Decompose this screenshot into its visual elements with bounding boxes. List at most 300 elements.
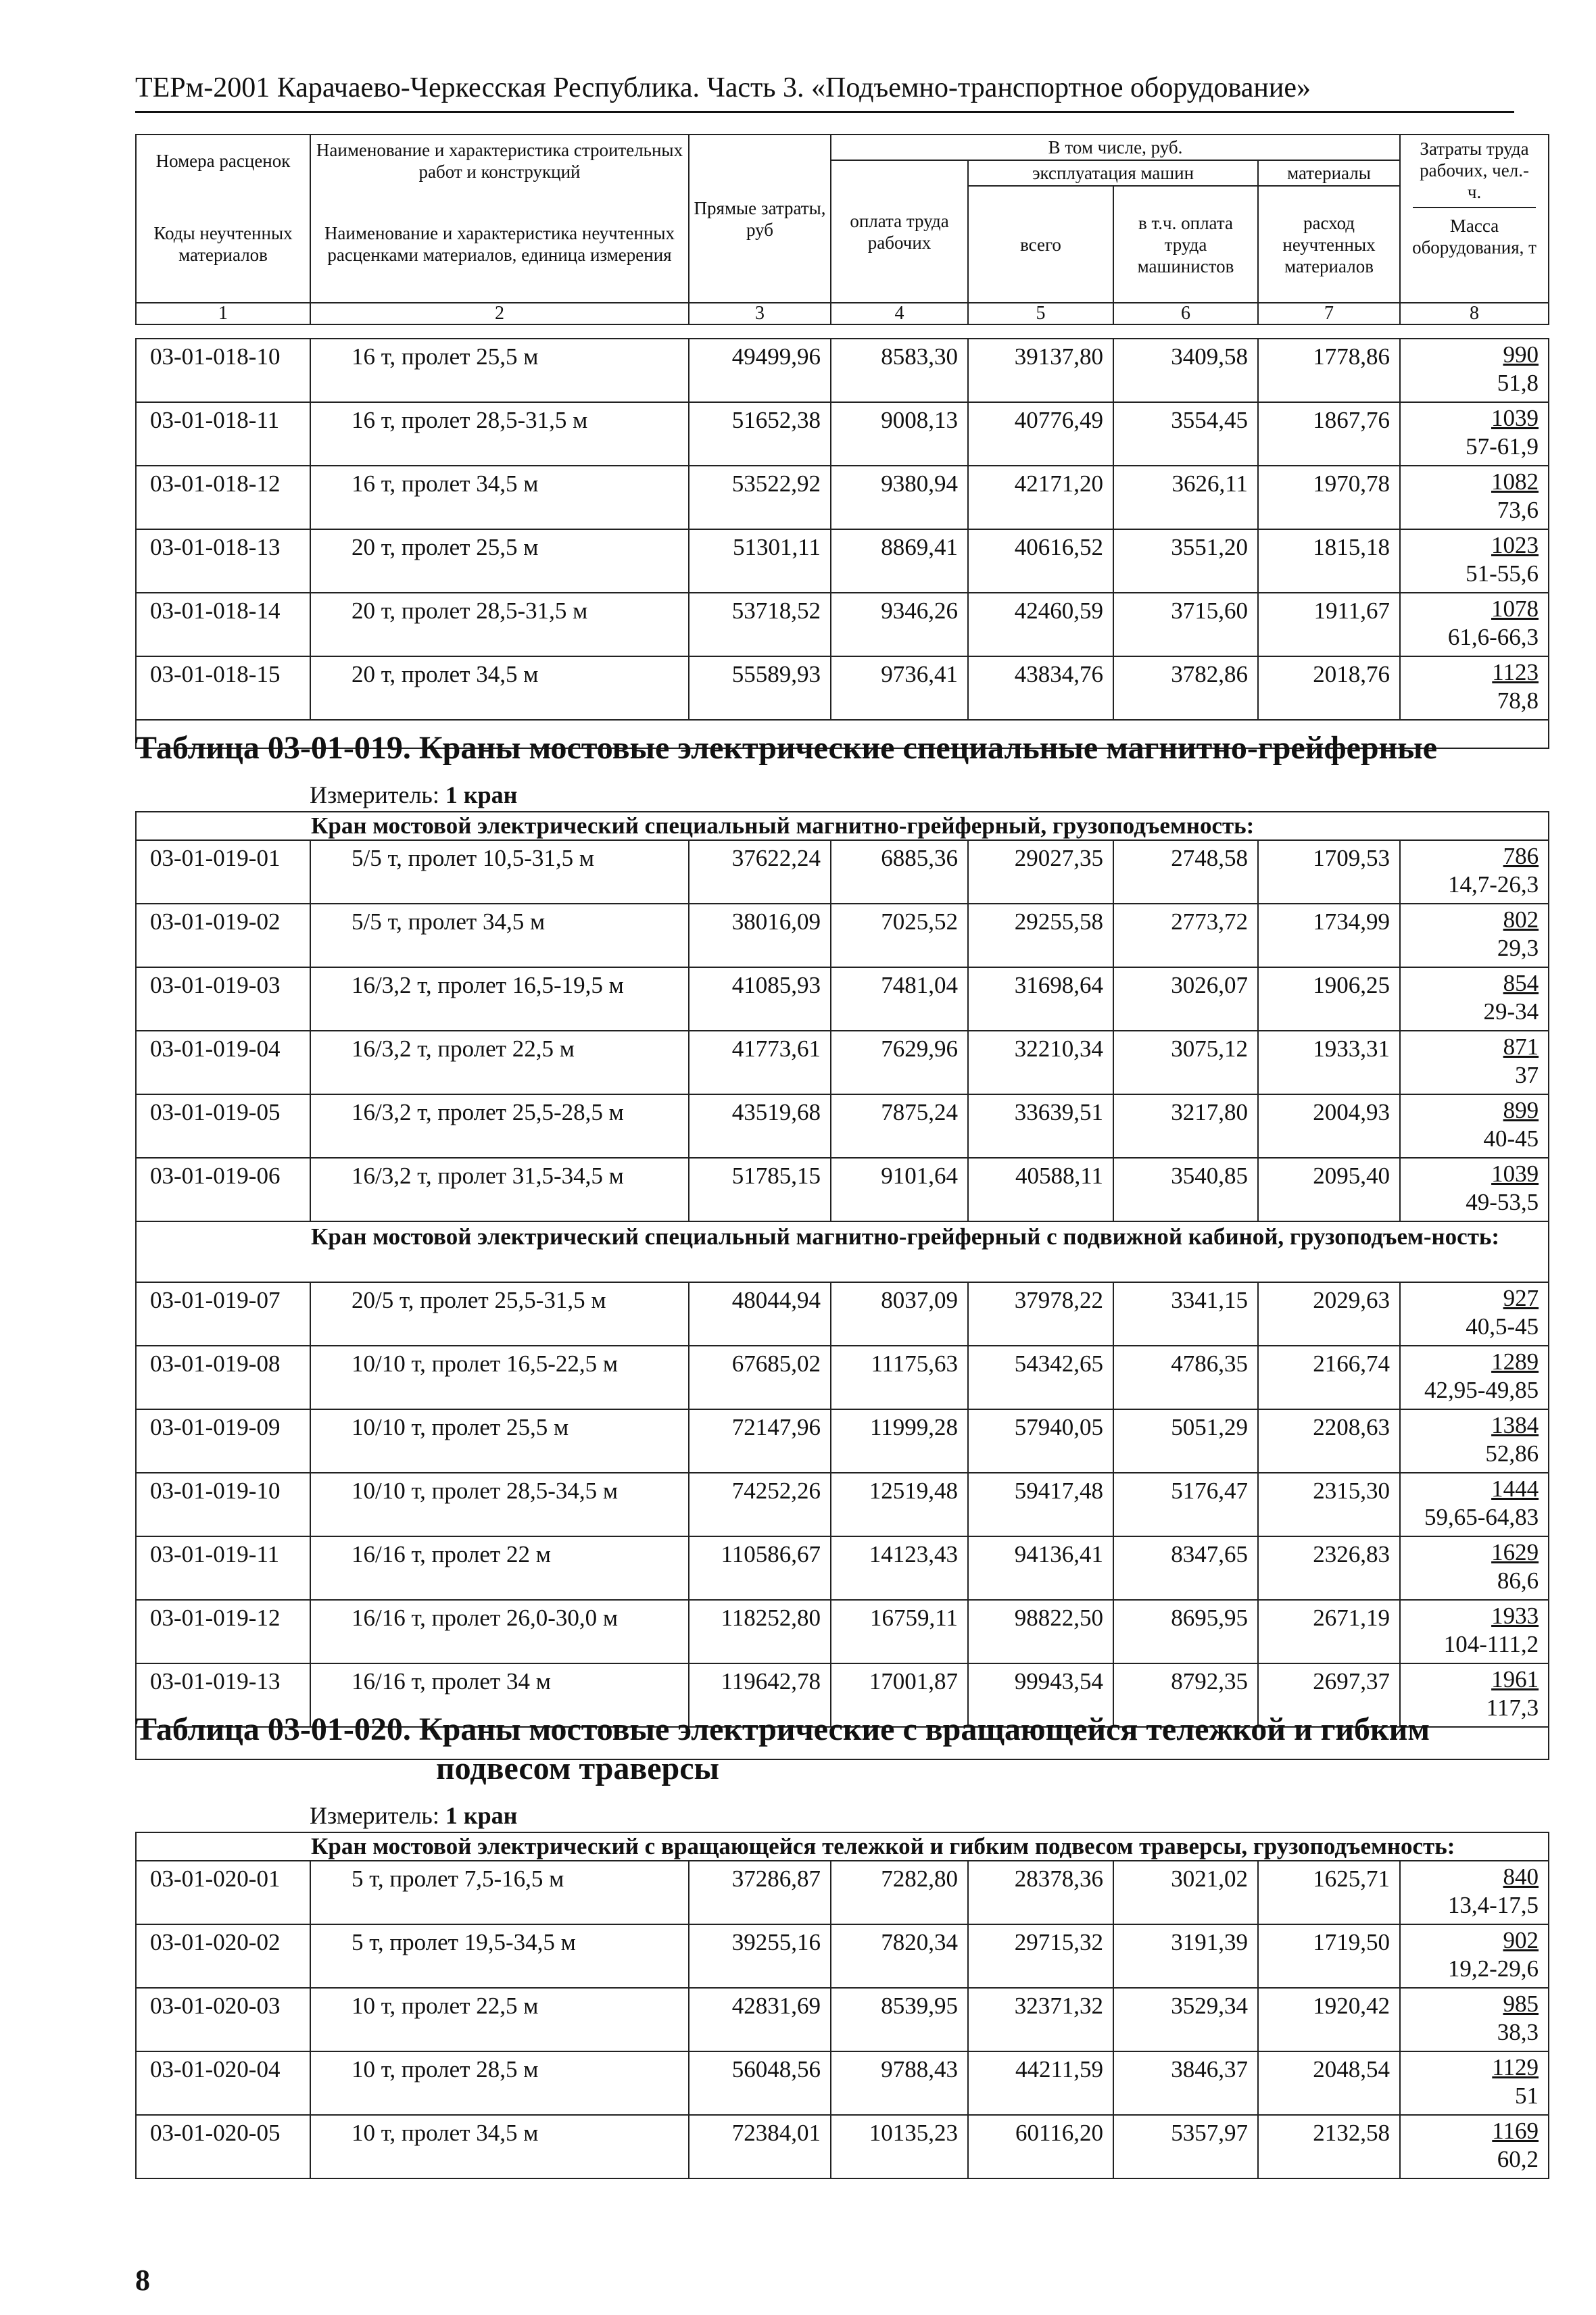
worker-wages: 7025,52 [831, 904, 968, 967]
machine-cost: 29715,32 [968, 1924, 1113, 1988]
table-row [136, 1988, 1549, 2051]
material-cost: 1970,78 [1258, 466, 1400, 529]
equipment-mass: 14,7-26,3 [1447, 871, 1539, 898]
material-cost: 1867,76 [1258, 402, 1400, 466]
col-num-6: 6 [1113, 303, 1258, 324]
table-row [136, 967, 1549, 1031]
labor-and-mass [1400, 967, 1549, 1031]
rate-code: 03-01-018-12 [136, 466, 310, 529]
machine-cost: 32371,32 [968, 1988, 1113, 2051]
work-name: 16/3,2 т, пролет 31,5-34,5 м [310, 1158, 689, 1221]
rate-code: 03-01-019-05 [136, 1094, 310, 1158]
labor-and-mass [1400, 1861, 1549, 1924]
direct-cost: 55589,93 [689, 656, 831, 720]
labor-hours: 1961 [1491, 1666, 1539, 1692]
labor-hours: 1629 [1491, 1539, 1539, 1565]
labor-and-mass [1400, 1473, 1549, 1536]
driver-wages: 3554,45 [1113, 402, 1258, 466]
worker-wages: 7875,24 [831, 1094, 968, 1158]
measure-label: Измеритель: [310, 781, 439, 808]
material-cost: 1906,25 [1258, 967, 1400, 1031]
worker-wages: 7629,96 [831, 1031, 968, 1094]
rate-code: 03-01-018-14 [136, 593, 310, 656]
driver-wages: 8792,35 [1113, 1663, 1258, 1727]
col-num-7: 7 [1258, 303, 1400, 324]
rate-code: 03-01-019-03 [136, 967, 310, 1031]
labor-hours: 1129 [1492, 2054, 1539, 2080]
col-header-machines-total: всего [968, 186, 1113, 303]
rate-code: 03-01-019-13 [136, 1663, 310, 1727]
labor-hours: 1078 [1491, 595, 1539, 622]
table-row [136, 1473, 1549, 1536]
worker-wages: 9101,64 [831, 1158, 968, 1221]
labor-hours: 786 [1503, 843, 1539, 869]
labor-and-mass [1400, 1094, 1549, 1158]
material-cost: 2132,58 [1258, 2115, 1400, 2178]
labor-and-mass [1400, 1031, 1549, 1094]
labor-hours: 802 [1503, 906, 1539, 933]
rate-code: 03-01-019-08 [136, 1346, 310, 1409]
worker-wages: 10135,23 [831, 2115, 968, 2178]
material-cost: 1719,50 [1258, 1924, 1400, 1988]
direct-cost: 74252,26 [689, 1473, 831, 1536]
col-num-2: 2 [310, 303, 689, 324]
labor-and-mass [1400, 1409, 1549, 1473]
table-row [136, 1536, 1549, 1600]
labor-hours: 1023 [1491, 532, 1539, 558]
labor-and-mass [1400, 402, 1549, 466]
table-row [136, 529, 1549, 593]
column-header-table [135, 134, 1549, 325]
col-header-direct: Прямые затраты, руб [689, 135, 831, 303]
col-header-labor [1400, 135, 1549, 303]
equipment-mass: 49-53,5 [1466, 1189, 1539, 1215]
driver-wages: 3551,20 [1113, 529, 1258, 593]
machine-cost: 42171,20 [968, 466, 1113, 529]
rate-code: 03-01-019-04 [136, 1031, 310, 1094]
equipment-mass: 78,8 [1497, 687, 1539, 714]
labor-and-mass [1400, 1282, 1549, 1346]
labor-and-mass [1400, 529, 1549, 593]
worker-wages: 16759,11 [831, 1600, 968, 1663]
col-num-3: 3 [689, 303, 831, 324]
col-header-wages-top: оплата труда рабочих [831, 160, 968, 303]
direct-cost: 41773,61 [689, 1031, 831, 1094]
table-row [136, 1346, 1549, 1409]
direct-cost: 37286,87 [689, 1861, 831, 1924]
labor-hours: 871 [1503, 1033, 1539, 1060]
material-cost: 2004,93 [1258, 1094, 1400, 1158]
driver-wages: 3026,07 [1113, 967, 1258, 1031]
driver-wages: 5357,97 [1113, 2115, 1258, 2178]
machine-cost: 44211,59 [968, 2051, 1113, 2115]
page-number: 8 [135, 2264, 150, 2297]
work-name: 20 т, пролет 28,5-31,5 м [310, 593, 689, 656]
direct-cost: 72384,01 [689, 2115, 831, 2178]
labor-and-mass [1400, 1536, 1549, 1600]
col-header-driver-wages: в т.ч. оплата труда машинистов [1113, 186, 1258, 303]
table-row [136, 840, 1549, 904]
col-header-name: Наименование и характеристика строительных работ и конструкций [310, 135, 689, 186]
driver-wages: 3782,86 [1113, 656, 1258, 720]
work-name: 10 т, пролет 28,5 м [310, 2051, 689, 2115]
machine-cost: 40776,49 [968, 402, 1113, 466]
driver-wages: 3341,15 [1113, 1282, 1258, 1346]
col-num-4: 4 [831, 303, 968, 324]
labor-hours: 1082 [1491, 468, 1539, 495]
rate-code: 03-01-019-01 [136, 840, 310, 904]
table-row [136, 593, 1549, 656]
labor-and-mass [1400, 339, 1549, 402]
work-name: 16/16 т, пролет 26,0-30,0 м [310, 1600, 689, 1663]
rate-code: 03-01-019-11 [136, 1536, 310, 1600]
machine-cost: 57940,05 [968, 1409, 1113, 1473]
equipment-mass: 40,5-45 [1466, 1313, 1539, 1340]
direct-cost: 43519,68 [689, 1094, 831, 1158]
direct-cost: 56048,56 [689, 2051, 831, 2115]
rate-code: 03-01-020-02 [136, 1924, 310, 1988]
table-row [136, 1600, 1549, 1663]
labor-hours: 1384 [1491, 1412, 1539, 1438]
table-row [136, 339, 1549, 402]
table-019-measure [310, 781, 517, 809]
direct-cost: 37622,24 [689, 840, 831, 904]
driver-wages: 5051,29 [1113, 1409, 1258, 1473]
labor-and-mass [1400, 656, 1549, 720]
work-name: 16/3,2 т, пролет 16,5-19,5 м [310, 967, 689, 1031]
work-name: 16/3,2 т, пролет 22,5 м [310, 1031, 689, 1094]
material-cost: 2208,63 [1258, 1409, 1400, 1473]
driver-wages: 3021,02 [1113, 1861, 1258, 1924]
table-019-group-1: Кран мостовой электрический специальный магнитно-грейферный, грузоподъемность: [136, 812, 1549, 840]
direct-cost: 41085,93 [689, 967, 831, 1031]
page-header: ТЕРм-2001 Карачаево-Черкесская Республика. Часть 3. «Подъемно-транспортное оборудование» [135, 70, 1514, 113]
measure-label: Измеритель: [310, 1802, 439, 1829]
worker-wages: 8539,95 [831, 1988, 968, 2051]
equipment-mass: 40-45 [1483, 1125, 1539, 1152]
driver-wages: 3075,12 [1113, 1031, 1258, 1094]
direct-cost: 110586,67 [689, 1536, 831, 1600]
work-name: 10 т, пролет 34,5 м [310, 2115, 689, 2178]
machine-cost: 29255,58 [968, 904, 1113, 967]
direct-cost: 49499,96 [689, 339, 831, 402]
rate-code: 03-01-018-15 [136, 656, 310, 720]
col-num-1: 1 [136, 303, 310, 324]
driver-wages: 3529,34 [1113, 1988, 1258, 2051]
worker-wages: 7282,80 [831, 1861, 968, 1924]
driver-wages: 2748,58 [1113, 840, 1258, 904]
work-name: 16/3,2 т, пролет 25,5-28,5 м [310, 1094, 689, 1158]
material-cost: 1625,71 [1258, 1861, 1400, 1924]
rate-code: 03-01-019-06 [136, 1158, 310, 1221]
col-header-codes: Номера расценок [136, 135, 310, 186]
direct-cost: 53718,52 [689, 593, 831, 656]
equipment-mass: 13,4-17,5 [1447, 1892, 1539, 1918]
labor-hours: 990 [1503, 341, 1539, 368]
work-name: 10/10 т, пролет 16,5-22,5 м [310, 1346, 689, 1409]
labor-hours: 1444 [1491, 1476, 1539, 1502]
table-row [136, 2115, 1549, 2178]
worker-wages: 9736,41 [831, 656, 968, 720]
table-row [136, 1409, 1549, 1473]
direct-cost: 119642,78 [689, 1663, 831, 1727]
driver-wages: 3715,60 [1113, 593, 1258, 656]
work-name: 16 т, пролет 34,5 м [310, 466, 689, 529]
driver-wages: 3540,85 [1113, 1158, 1258, 1221]
driver-wages: 3626,11 [1113, 466, 1258, 529]
machine-cost: 59417,48 [968, 1473, 1113, 1536]
worker-wages: 9788,43 [831, 2051, 968, 2115]
work-name: 10 т, пролет 22,5 м [310, 1988, 689, 2051]
equipment-mass: 104-111,2 [1443, 1631, 1539, 1657]
equipment-mass: 61,6-66,3 [1447, 624, 1539, 650]
machine-cost: 39137,80 [968, 339, 1113, 402]
table-row [136, 402, 1549, 466]
rate-code: 03-01-019-12 [136, 1600, 310, 1663]
worker-wages: 8037,09 [831, 1282, 968, 1346]
labor-hours: 840 [1503, 1863, 1539, 1890]
machine-cost: 31698,64 [968, 967, 1113, 1031]
labor-hours: 1289 [1491, 1348, 1539, 1375]
work-name: 10/10 т, пролет 25,5 м [310, 1409, 689, 1473]
table-020-group-1: Кран мостовой электрический с вращающейся тележкой и гибким подвесом траверсы, грузоподъемность: [136, 1832, 1549, 1861]
work-name: 20 т, пролет 34,5 м [310, 656, 689, 720]
machine-cost: 40616,52 [968, 529, 1113, 593]
rate-code: 03-01-019-09 [136, 1409, 310, 1473]
driver-wages: 3217,80 [1113, 1094, 1258, 1158]
labor-and-mass [1400, 1346, 1549, 1409]
worker-wages: 6885,36 [831, 840, 968, 904]
table-row [136, 1094, 1549, 1158]
table-row [136, 656, 1549, 720]
material-cost: 1734,99 [1258, 904, 1400, 967]
driver-wages: 3409,58 [1113, 339, 1258, 402]
labor-and-mass [1400, 904, 1549, 967]
direct-cost: 51301,11 [689, 529, 831, 593]
material-cost: 1778,86 [1258, 339, 1400, 402]
equipment-mass: 86,6 [1497, 1567, 1539, 1594]
labor-hours: 1039 [1491, 405, 1539, 431]
table-row [136, 466, 1549, 529]
machine-cost: 33639,51 [968, 1094, 1113, 1158]
labor-hours: 1933 [1491, 1603, 1539, 1629]
driver-wages: 5176,47 [1113, 1473, 1258, 1536]
machine-cost: 28378,36 [968, 1861, 1113, 1924]
table-020-title-line1: Таблица 03-01-020. Краны мостовые электрические с вращающейся тележкой и гибким [135, 1711, 1430, 1747]
equipment-mass: 37 [1515, 1062, 1539, 1088]
direct-cost: 51652,38 [689, 402, 831, 466]
col-num-5: 5 [968, 303, 1113, 324]
rate-code: 03-01-020-01 [136, 1861, 310, 1924]
rate-code: 03-01-018-13 [136, 529, 310, 593]
table-row [136, 1282, 1549, 1346]
direct-cost: 53522,92 [689, 466, 831, 529]
direct-cost: 67685,02 [689, 1346, 831, 1409]
worker-wages: 11175,63 [831, 1346, 968, 1409]
table-row [136, 1158, 1549, 1221]
equipment-mass: 117,3 [1486, 1695, 1539, 1721]
material-cost: 1815,18 [1258, 529, 1400, 593]
rate-code: 03-01-018-11 [136, 402, 310, 466]
machine-cost: 54342,65 [968, 1346, 1113, 1409]
worker-wages: 14123,43 [831, 1536, 968, 1600]
table-row [136, 2051, 1549, 2115]
labor-and-mass [1400, 2115, 1549, 2178]
work-name: 5/5 т, пролет 10,5-31,5 м [310, 840, 689, 904]
equipment-mass: 57-61,9 [1466, 433, 1539, 460]
table-row [136, 1861, 1549, 1924]
col-header-name-materials: Наименование и характеристика неучтенных расценками материалов, единица измерения [310, 186, 689, 303]
direct-cost: 39255,16 [689, 1924, 831, 1988]
table-020 [135, 1832, 1549, 2179]
col-header-mass: Масса оборудования, т [1412, 216, 1537, 258]
table-row [136, 1031, 1549, 1094]
material-cost: 2095,40 [1258, 1158, 1400, 1221]
labor-hours: 1039 [1491, 1161, 1539, 1187]
labor-hours: 854 [1503, 970, 1539, 996]
table-019-title: Таблица 03-01-019. Краны мостовые электрические специальные магнитно-грейферные [135, 730, 1437, 766]
work-name: 5 т, пролет 7,5-16,5 м [310, 1861, 689, 1924]
worker-wages: 9380,94 [831, 466, 968, 529]
equipment-mass: 42,95-49,85 [1424, 1377, 1539, 1403]
machine-cost: 60116,20 [968, 2115, 1113, 2178]
work-name: 20/5 т, пролет 25,5-31,5 м [310, 1282, 689, 1346]
machine-cost: 99943,54 [968, 1663, 1113, 1727]
rate-code: 03-01-019-07 [136, 1282, 310, 1346]
material-cost: 1911,67 [1258, 593, 1400, 656]
rate-code: 03-01-019-02 [136, 904, 310, 967]
work-name: 5 т, пролет 19,5-34,5 м [310, 1924, 689, 1988]
machine-cost: 42460,59 [968, 593, 1113, 656]
labor-hours: 927 [1503, 1285, 1539, 1311]
machine-cost: 94136,41 [968, 1536, 1113, 1600]
labor-hours: 899 [1503, 1097, 1539, 1123]
work-name: 16 т, пролет 25,5 м [310, 339, 689, 402]
direct-cost: 118252,80 [689, 1600, 831, 1663]
labor-and-mass [1400, 1158, 1549, 1221]
machine-cost: 43834,76 [968, 656, 1113, 720]
equipment-mass: 29-34 [1483, 998, 1539, 1025]
col-header-labor-top: Затраты труда рабочих, чел.-ч. [1413, 138, 1536, 208]
equipment-mass: 60,2 [1497, 2146, 1539, 2172]
material-cost: 2048,54 [1258, 2051, 1400, 2115]
col-num-8: 8 [1400, 303, 1549, 324]
rate-code: 03-01-019-10 [136, 1473, 310, 1536]
table-020-measure [310, 1801, 517, 1830]
labor-and-mass [1400, 840, 1549, 904]
labor-hours: 1123 [1492, 659, 1539, 685]
worker-wages: 9346,26 [831, 593, 968, 656]
direct-cost: 48044,94 [689, 1282, 831, 1346]
driver-wages: 3846,37 [1113, 2051, 1258, 2115]
labor-and-mass [1400, 1988, 1549, 2051]
equipment-mass: 73,6 [1497, 497, 1539, 523]
machine-cost: 29027,35 [968, 840, 1113, 904]
material-cost: 2166,74 [1258, 1346, 1400, 1409]
work-name: 5/5 т, пролет 34,5 м [310, 904, 689, 967]
material-cost: 2697,37 [1258, 1663, 1400, 1727]
material-cost: 1709,53 [1258, 840, 1400, 904]
labor-hours: 902 [1503, 1927, 1539, 1953]
material-cost: 1933,31 [1258, 1031, 1400, 1094]
col-header-including: В том числе, руб. [831, 135, 1400, 160]
driver-wages: 2773,72 [1113, 904, 1258, 967]
worker-wages: 8583,30 [831, 339, 968, 402]
table-020-title [135, 1710, 1548, 1788]
table-018 [135, 338, 1549, 749]
col-header-machines: эксплуатация машин [968, 160, 1258, 186]
table-019-group-2: Кран мостовой электрический специальный магнитно-грейферный с подвижной кабиной, грузоподъем-ность: [136, 1221, 1549, 1282]
machine-cost: 40588,11 [968, 1158, 1113, 1221]
worker-wages: 11999,28 [831, 1409, 968, 1473]
material-cost: 2326,83 [1258, 1536, 1400, 1600]
labor-hours: 1169 [1492, 2118, 1539, 2144]
col-header-codes-materials: Коды неучтенных материалов [136, 186, 310, 303]
equipment-mass: 51,8 [1497, 370, 1539, 396]
table-row [136, 1924, 1549, 1988]
direct-cost: 72147,96 [689, 1409, 831, 1473]
equipment-mass: 19,2-29,6 [1447, 1955, 1539, 1982]
work-name: 16/16 т, пролет 22 м [310, 1536, 689, 1600]
table-row [136, 904, 1549, 967]
worker-wages: 7820,34 [831, 1924, 968, 1988]
driver-wages: 3191,39 [1113, 1924, 1258, 1988]
worker-wages: 12519,48 [831, 1473, 968, 1536]
material-cost: 1920,42 [1258, 1988, 1400, 2051]
direct-cost: 42831,69 [689, 1988, 831, 2051]
table-019 [135, 811, 1549, 1760]
col-header-material-use: расход неучтенных материалов [1258, 186, 1400, 303]
labor-and-mass [1400, 593, 1549, 656]
work-name: 10/10 т, пролет 28,5-34,5 м [310, 1473, 689, 1536]
worker-wages: 7481,04 [831, 967, 968, 1031]
labor-and-mass [1400, 2051, 1549, 2115]
col-header-materials: материалы [1258, 160, 1400, 186]
equipment-mass: 59,65-64,83 [1424, 1504, 1539, 1530]
equipment-mass: 51-55,6 [1466, 560, 1539, 587]
material-cost: 2029,63 [1258, 1282, 1400, 1346]
work-name: 16 т, пролет 28,5-31,5 м [310, 402, 689, 466]
rate-code: 03-01-020-04 [136, 2051, 310, 2115]
worker-wages: 17001,87 [831, 1663, 968, 1727]
labor-and-mass [1400, 1924, 1549, 1988]
equipment-mass: 51 [1515, 2082, 1539, 2109]
direct-cost: 38016,09 [689, 904, 831, 967]
material-cost: 2671,19 [1258, 1600, 1400, 1663]
equipment-mass: 38,3 [1497, 2019, 1539, 2045]
labor-and-mass [1400, 466, 1549, 529]
material-cost: 2315,30 [1258, 1473, 1400, 1536]
driver-wages: 8347,65 [1113, 1536, 1258, 1600]
equipment-mass: 52,86 [1485, 1440, 1539, 1467]
rate-code: 03-01-020-05 [136, 2115, 310, 2178]
direct-cost: 51785,15 [689, 1158, 831, 1221]
measure-value: 1 кран [445, 1802, 518, 1829]
rate-code: 03-01-020-03 [136, 1988, 310, 2051]
equipment-mass: 29,3 [1497, 935, 1539, 961]
driver-wages: 8695,95 [1113, 1600, 1258, 1663]
work-name: 16/16 т, пролет 34 м [310, 1663, 689, 1727]
work-name: 20 т, пролет 25,5 м [310, 529, 689, 593]
material-cost: 2018,76 [1258, 656, 1400, 720]
worker-wages: 8869,41 [831, 529, 968, 593]
machine-cost: 32210,34 [968, 1031, 1113, 1094]
labor-and-mass [1400, 1600, 1549, 1663]
machine-cost: 98822,50 [968, 1600, 1113, 1663]
worker-wages: 9008,13 [831, 402, 968, 466]
labor-hours: 985 [1503, 1991, 1539, 2017]
machine-cost: 37978,22 [968, 1282, 1113, 1346]
